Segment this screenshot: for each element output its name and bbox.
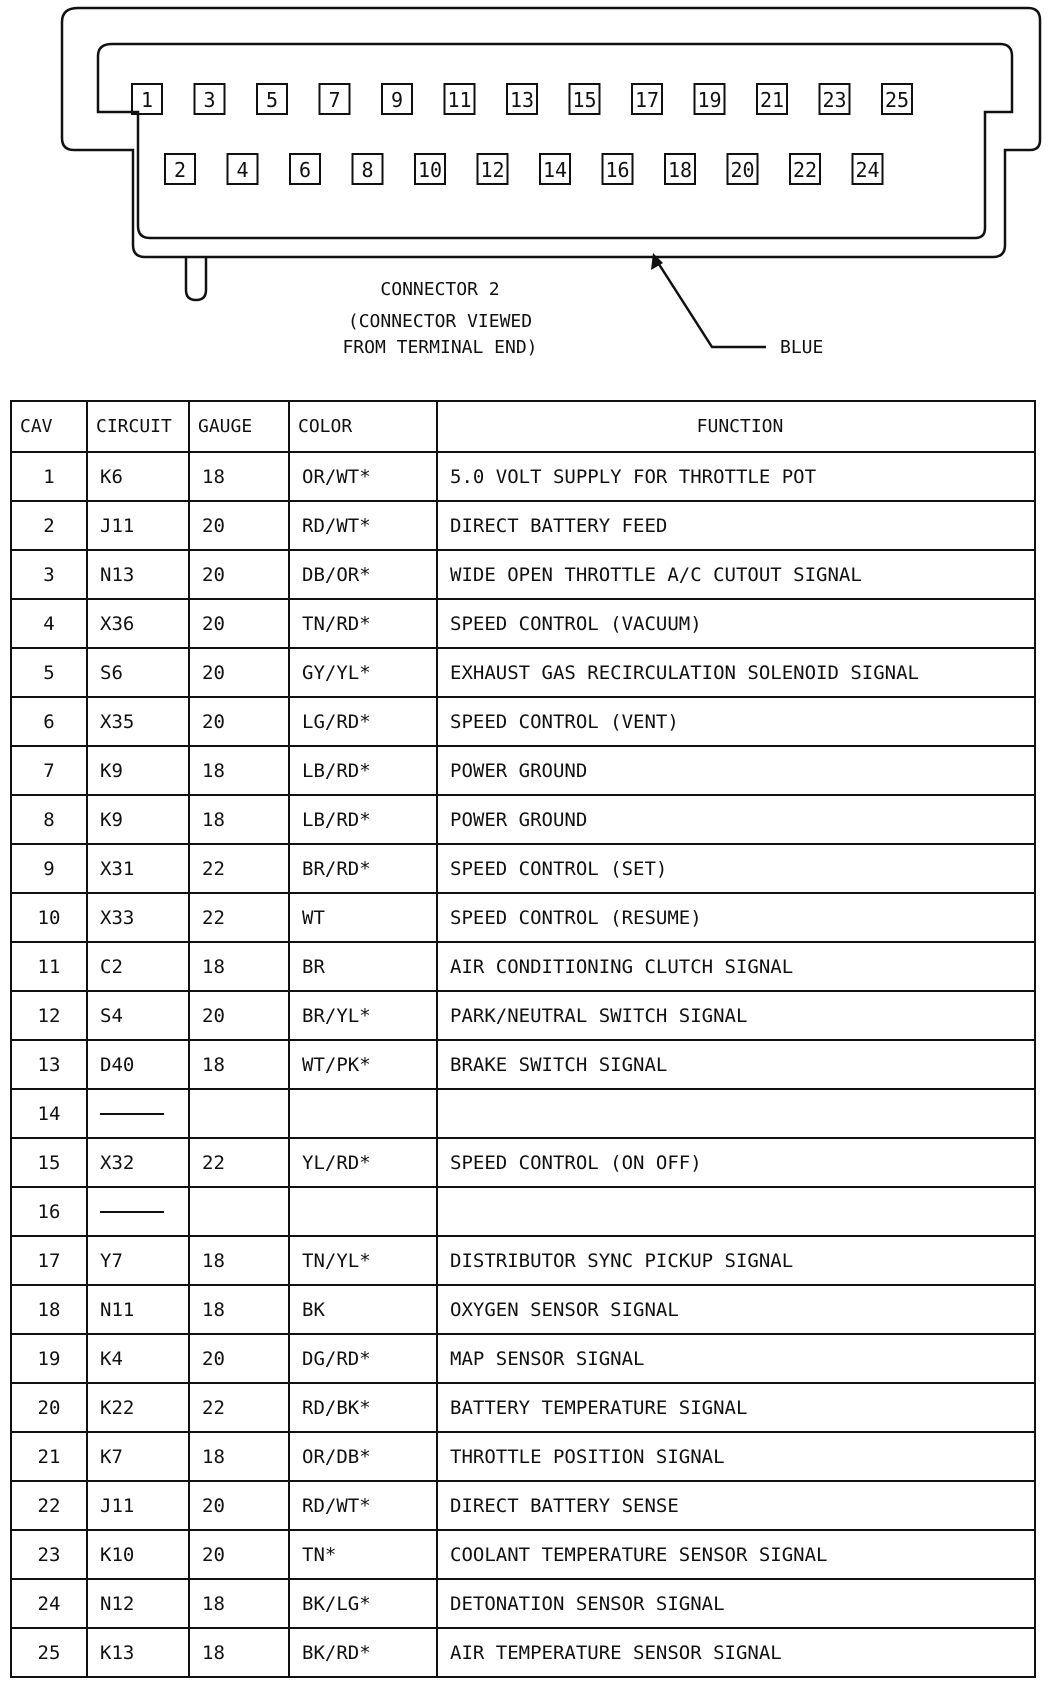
table-row — [11, 1383, 1035, 1432]
cell-gauge: 20 — [189, 1530, 289, 1579]
connector-caption-title: CONNECTOR 2 — [380, 279, 500, 300]
cell-cav: 15 — [11, 1138, 87, 1187]
cell-circuit: J11 — [87, 501, 189, 550]
header-circuit: CIRCUIT — [87, 401, 189, 452]
cell-circuit: X35 — [87, 697, 189, 746]
cell-color: TN* — [289, 1530, 437, 1579]
table-row — [11, 1432, 1035, 1481]
pin-number: 4 — [236, 158, 249, 182]
cell-circuit: X36 — [87, 599, 189, 648]
pin-row-bottom — [165, 154, 883, 184]
table-row — [11, 1628, 1035, 1677]
cell-color: BR/RD* — [289, 844, 437, 893]
cell-gauge — [189, 1089, 289, 1138]
cell-circuit: S6 — [87, 648, 189, 697]
pin-number: 16 — [605, 158, 630, 182]
cell-function — [437, 1187, 1035, 1236]
pin-number: 8 — [361, 158, 374, 182]
cell-cav: 18 — [11, 1285, 87, 1334]
cell-cav: 2 — [11, 501, 87, 550]
pin-number: 23 — [822, 88, 847, 112]
pin-number: 19 — [697, 88, 722, 112]
table-body — [11, 452, 1035, 1677]
cell-function: BRAKE SWITCH SIGNAL — [437, 1040, 1035, 1089]
cell-gauge: 18 — [189, 1285, 289, 1334]
cell-gauge: 18 — [189, 1040, 289, 1089]
cell-color — [289, 1089, 437, 1138]
connector-caption-view: (CONNECTOR VIEWED — [347, 311, 533, 332]
cell-function: POWER GROUND — [437, 746, 1035, 795]
cell-circuit: Y7 — [87, 1236, 189, 1285]
cell-gauge: 20 — [189, 697, 289, 746]
pin-number: 13 — [509, 88, 535, 112]
pin-number: 20 — [730, 158, 755, 182]
cell-cav: 19 — [11, 1334, 87, 1383]
cell-cav: 12 — [11, 991, 87, 1040]
table-row — [11, 648, 1035, 697]
cell-circuit: K7 — [87, 1432, 189, 1481]
cell-gauge: 18 — [189, 452, 289, 501]
cell-color: BK — [289, 1285, 437, 1334]
cell-color: BR — [289, 942, 437, 991]
cell-function: DIRECT BATTERY SENSE — [437, 1481, 1035, 1530]
cell-circuit: S4 — [87, 991, 189, 1040]
cell-cav: 23 — [11, 1530, 87, 1579]
cell-gauge: 20 — [189, 648, 289, 697]
connector-diagram — [0, 0, 1056, 395]
cell-cav: 9 — [11, 844, 87, 893]
table-row — [11, 1040, 1035, 1089]
table-row — [11, 1530, 1035, 1579]
cell-gauge: 18 — [189, 746, 289, 795]
table-row — [11, 550, 1035, 599]
table-row — [11, 1187, 1035, 1236]
pin-number: 25 — [884, 88, 910, 112]
table-header-row — [11, 401, 1035, 452]
cell-cav: 17 — [11, 1236, 87, 1285]
cell-gauge: 18 — [189, 1579, 289, 1628]
cell-circuit: K13 — [87, 1628, 189, 1677]
pin-number: 15 — [572, 88, 597, 112]
table-row — [11, 746, 1035, 795]
table-row — [11, 991, 1035, 1040]
cell-cav: 8 — [11, 795, 87, 844]
pin-number: 18 — [667, 158, 693, 182]
cell-circuit: K9 — [87, 795, 189, 844]
pin-number: 9 — [390, 88, 404, 112]
cell-circuit: K4 — [87, 1334, 189, 1383]
cell-function: DETONATION SENSOR SIGNAL — [437, 1579, 1035, 1628]
cell-circuit: K10 — [87, 1530, 189, 1579]
color-callout-arrow — [651, 253, 766, 347]
cell-circuit: C2 — [87, 942, 189, 991]
cell-circuit: N11 — [87, 1285, 189, 1334]
cell-color: BK/LG* — [289, 1579, 437, 1628]
pin-number: 24 — [855, 158, 880, 182]
pin-number: 11 — [447, 88, 472, 112]
cell-color: BK/RD* — [289, 1628, 437, 1677]
pin-number: 10 — [417, 158, 443, 182]
cell-circuit — [87, 1187, 189, 1236]
cell-cav: 16 — [11, 1187, 87, 1236]
pin-number: 12 — [480, 158, 505, 182]
cell-cav: 3 — [11, 550, 87, 599]
cell-cav: 1 — [11, 452, 87, 501]
cell-color: WT/PK* — [289, 1040, 437, 1089]
cell-gauge — [189, 1187, 289, 1236]
cell-color: OR/DB* — [289, 1432, 437, 1481]
cell-color: DB/OR* — [289, 550, 437, 599]
table-row — [11, 1579, 1035, 1628]
cell-color: TN/YL* — [289, 1236, 437, 1285]
cell-color: RD/BK* — [289, 1383, 437, 1432]
cell-cav: 7 — [11, 746, 87, 795]
pin-number: 1 — [140, 88, 154, 112]
cell-gauge: 18 — [189, 1236, 289, 1285]
table-row — [11, 1334, 1035, 1383]
cell-function: BATTERY TEMPERATURE SIGNAL — [437, 1383, 1035, 1432]
cell-function: WIDE OPEN THROTTLE A/C CUTOUT SIGNAL — [437, 550, 1035, 599]
cell-function: POWER GROUND — [437, 795, 1035, 844]
cell-cav: 10 — [11, 893, 87, 942]
connector-outer-shell — [62, 8, 1040, 257]
cell-function: SPEED CONTROL (RESUME) — [437, 893, 1035, 942]
cell-gauge: 22 — [189, 1383, 289, 1432]
pin-number: 17 — [634, 88, 660, 112]
pin-number: 6 — [298, 158, 312, 182]
cell-color — [289, 1187, 437, 1236]
cell-cav: 4 — [11, 599, 87, 648]
table-row — [11, 1138, 1035, 1187]
pin-number: 14 — [542, 158, 568, 182]
table-row — [11, 893, 1035, 942]
cell-function: SPEED CONTROL (VENT) — [437, 697, 1035, 746]
cell-function: AIR TEMPERATURE SENSOR SIGNAL — [437, 1628, 1035, 1677]
table-row — [11, 452, 1035, 501]
cell-circuit: K6 — [87, 452, 189, 501]
connector-caption-end: FROM TERMINAL END) — [342, 337, 538, 358]
header-color: COLOR — [289, 401, 437, 452]
table-row — [11, 795, 1035, 844]
cell-function: PARK/NEUTRAL SWITCH SIGNAL — [437, 991, 1035, 1040]
cell-function: DIRECT BATTERY FEED — [437, 501, 1035, 550]
header-cav: CAV — [11, 401, 87, 452]
connector-inner-cavity — [98, 44, 1012, 238]
cell-color: BR/YL* — [289, 991, 437, 1040]
cell-function: SPEED CONTROL (ON OFF) — [437, 1138, 1035, 1187]
cell-function: THROTTLE POSITION SIGNAL — [437, 1432, 1035, 1481]
cell-function: COOLANT TEMPERATURE SENSOR SIGNAL — [437, 1530, 1035, 1579]
cell-color: RD/WT* — [289, 501, 437, 550]
header-function: FUNCTION — [437, 401, 1035, 452]
cell-cav: 6 — [11, 697, 87, 746]
cell-circuit: N13 — [87, 550, 189, 599]
cell-cav: 20 — [11, 1383, 87, 1432]
cell-cav: 22 — [11, 1481, 87, 1530]
cell-gauge: 22 — [189, 1138, 289, 1187]
cell-color: OR/WT* — [289, 452, 437, 501]
cell-cav: 21 — [11, 1432, 87, 1481]
unused-cavity-dash — [100, 1113, 164, 1115]
cell-cav: 5 — [11, 648, 87, 697]
pin-number: 2 — [173, 158, 187, 182]
cell-gauge: 18 — [189, 795, 289, 844]
cell-color: TN/RD* — [289, 599, 437, 648]
cell-cav: 14 — [11, 1089, 87, 1138]
pin-number: 7 — [328, 88, 341, 112]
cell-color: RD/WT* — [289, 1481, 437, 1530]
pin-number: 22 — [792, 158, 818, 182]
cell-circuit: J11 — [87, 1481, 189, 1530]
table-row — [11, 1285, 1035, 1334]
cell-cav: 25 — [11, 1628, 87, 1677]
cell-gauge: 20 — [189, 550, 289, 599]
cell-function: 5.0 VOLT SUPPLY FOR THROTTLE POT — [437, 452, 1035, 501]
cell-circuit — [87, 1089, 189, 1138]
cell-circuit: N12 — [87, 1579, 189, 1628]
cell-gauge: 20 — [189, 1481, 289, 1530]
cell-gauge: 20 — [189, 1334, 289, 1383]
cell-gauge: 18 — [189, 1432, 289, 1481]
cell-function: SPEED CONTROL (SET) — [437, 844, 1035, 893]
cell-circuit: K22 — [87, 1383, 189, 1432]
cell-circuit: X31 — [87, 844, 189, 893]
cell-cav: 13 — [11, 1040, 87, 1089]
table-row — [11, 501, 1035, 550]
cell-gauge: 20 — [189, 599, 289, 648]
cell-circuit: X33 — [87, 893, 189, 942]
cell-function: DISTRIBUTOR SYNC PICKUP SIGNAL — [437, 1236, 1035, 1285]
pin-row-top — [132, 84, 912, 114]
table-row — [11, 1236, 1035, 1285]
table-row — [11, 942, 1035, 991]
cell-gauge: 18 — [189, 1628, 289, 1677]
cell-gauge: 22 — [189, 893, 289, 942]
table-row — [11, 1089, 1035, 1138]
cell-circuit: X32 — [87, 1138, 189, 1187]
cell-circuit: K9 — [87, 746, 189, 795]
cell-color: WT — [289, 893, 437, 942]
table-row — [11, 697, 1035, 746]
cell-gauge: 18 — [189, 942, 289, 991]
cell-function: EXHAUST GAS RECIRCULATION SOLENOID SIGNAL — [437, 648, 1035, 697]
cell-color: YL/RD* — [289, 1138, 437, 1187]
cell-cav: 11 — [11, 942, 87, 991]
cell-function: MAP SENSOR SIGNAL — [437, 1334, 1035, 1383]
unused-cavity-dash — [100, 1211, 164, 1213]
header-gauge: GAUGE — [189, 401, 289, 452]
cell-gauge: 20 — [189, 501, 289, 550]
pin-number: 3 — [203, 88, 216, 112]
pin-number: 5 — [265, 88, 279, 112]
table-row — [11, 1481, 1035, 1530]
cell-circuit: D40 — [87, 1040, 189, 1089]
connector-locking-tab — [186, 257, 206, 300]
color-callout-label: BLUE — [780, 337, 824, 358]
table-row — [11, 844, 1035, 893]
cell-color: LB/RD* — [289, 795, 437, 844]
table-row — [11, 599, 1035, 648]
cell-function: AIR CONDITIONING CLUTCH SIGNAL — [437, 942, 1035, 991]
cell-cav: 24 — [11, 1579, 87, 1628]
cell-function — [437, 1089, 1035, 1138]
cell-function: SPEED CONTROL (VACUUM) — [437, 599, 1035, 648]
cell-color: LB/RD* — [289, 746, 437, 795]
cell-color: LG/RD* — [289, 697, 437, 746]
pinout-table — [10, 400, 1036, 1678]
pin-number: 21 — [759, 88, 785, 112]
cell-gauge: 20 — [189, 991, 289, 1040]
cell-color: GY/YL* — [289, 648, 437, 697]
cell-color: DG/RD* — [289, 1334, 437, 1383]
cell-function: OXYGEN SENSOR SIGNAL — [437, 1285, 1035, 1334]
cell-gauge: 22 — [189, 844, 289, 893]
